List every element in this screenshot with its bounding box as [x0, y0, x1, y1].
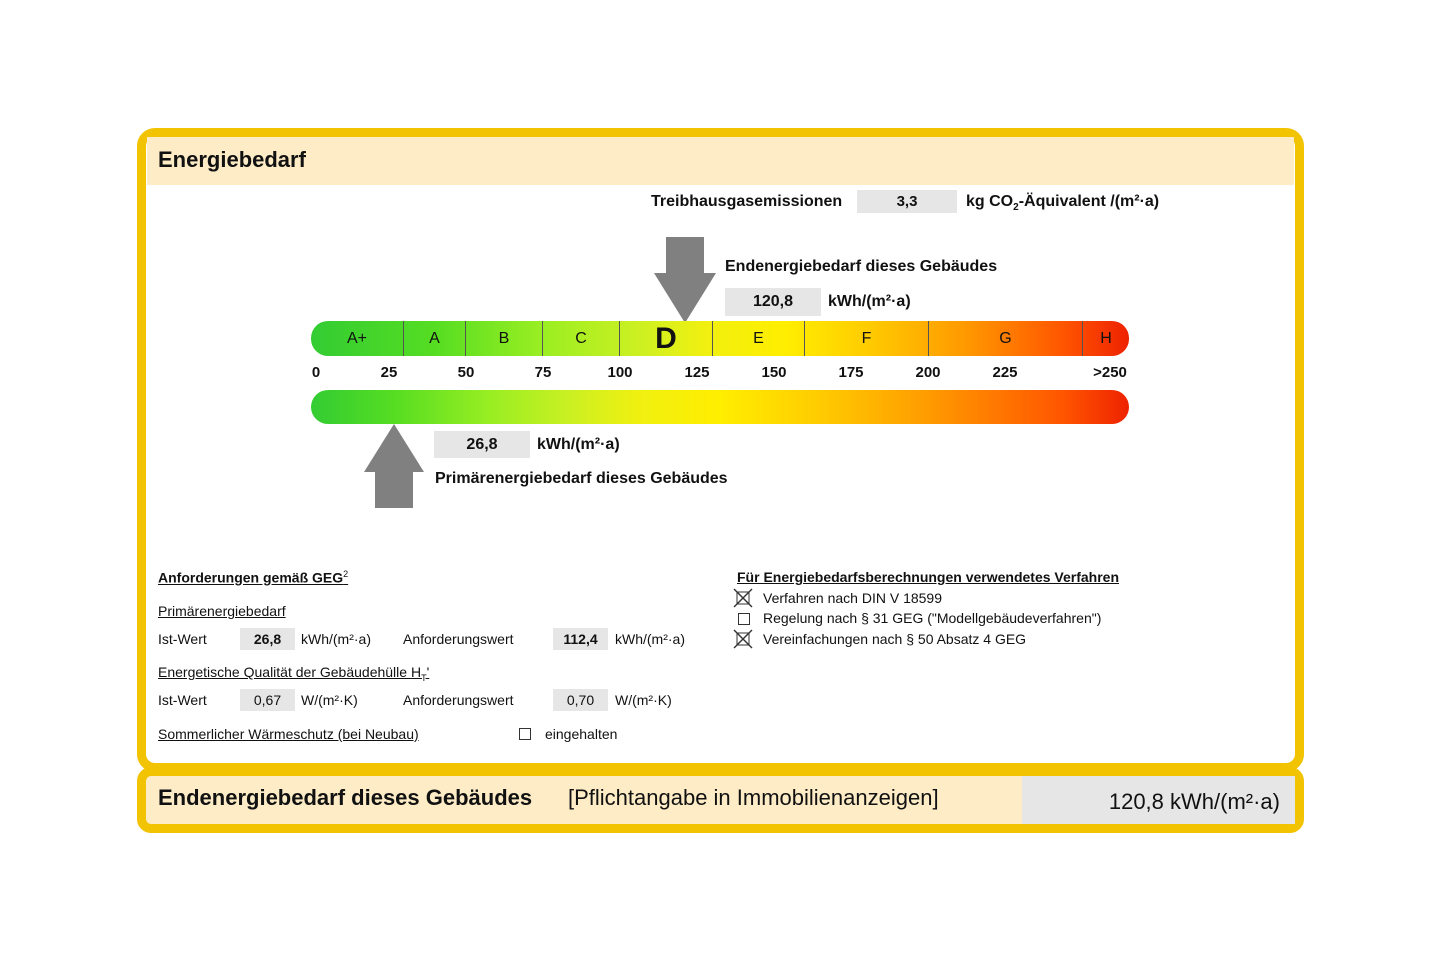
envelope-ist-label: Ist-Wert	[158, 692, 207, 708]
scale-tick: 0	[311, 364, 321, 381]
emissions-unit: kg $CO_2$-Äquivalent /(m²·a)	[966, 193, 1160, 214]
scale-tick: 200	[915, 364, 941, 381]
scale-tick: 25	[380, 364, 398, 381]
class-band: C	[543, 321, 620, 356]
class-band: E	[713, 321, 805, 356]
primary-req-unit: kWh/(m²·a)	[615, 631, 685, 647]
class-band: A+	[311, 321, 404, 356]
primary-req-value: 112,4	[553, 628, 608, 650]
requirements-heading: Anforderungen gemäß GEG$^2$	[158, 569, 349, 586]
procedure-heading: Für Energiebedarfsberechnungen verwendetes Verfahren	[737, 569, 1120, 585]
scale-tick: 50	[457, 364, 475, 381]
class-band: A	[404, 321, 466, 356]
footer-value: 120,8 kWh/(m²·a)	[1108, 789, 1280, 814]
emissions-value: 3,3	[857, 190, 957, 213]
end-energy-value: 120,8	[725, 288, 821, 316]
page-title: Energiebedarf	[158, 147, 306, 172]
class-band: B	[466, 321, 543, 356]
primary-ist-value: 26,8	[240, 628, 295, 650]
emissions-label: Treibhausgasemissionen	[651, 193, 843, 210]
scale-tick: >250	[1093, 364, 1127, 381]
procedure-checkbox[interactable]	[738, 613, 750, 625]
energy-class-scale	[311, 321, 1129, 356]
scale-tick: 75	[534, 364, 552, 381]
primary-energy-label: Primärenergiebedarf dieses Gebäudes	[435, 470, 728, 487]
procedure-checkbox-checked[interactable]	[733, 588, 753, 608]
procedure-option-label: Regelung nach § 31 GEG ("Modellgebäudeverfahren")	[763, 610, 1102, 626]
energy-gradient-bar	[311, 390, 1129, 424]
end-energy-arrow-icon	[654, 237, 716, 323]
envelope-requirement-heading: Energetische Qualität der Gebäudehülle $H_T'$	[158, 664, 430, 683]
scale-tick: 150	[761, 364, 787, 381]
primary-ist-label: Ist-Wert	[158, 631, 207, 647]
end-energy-unit: kWh/(m²·a)	[828, 293, 911, 310]
footer-note: [Pflichtangabe in Immobilienanzeigen]	[568, 785, 939, 810]
scale-tick: 175	[838, 364, 864, 381]
panel-header	[147, 137, 1294, 185]
summer-protection-label: Sommerlicher Wärmeschutz (bei Neubau)	[158, 726, 419, 742]
procedure-checkbox-checked[interactable]	[733, 629, 753, 649]
class-band: G	[929, 321, 1083, 356]
primary-ist-unit: kWh/(m²·a)	[301, 631, 371, 647]
class-band: H	[1100, 329, 1112, 347]
envelope-req-value: 0,70	[553, 689, 608, 711]
scale-tick: 125	[684, 364, 710, 381]
procedure-option-label: Verfahren nach DIN V 18599	[763, 590, 943, 606]
scale-tick: 100	[607, 364, 633, 381]
envelope-req-label: Anforderungswert	[403, 692, 514, 708]
envelope-req-unit: W/(m²·K)	[615, 692, 672, 708]
primary-requirement-heading: Primärenergiebedarf	[158, 603, 286, 619]
primary-energy-arrow-icon	[364, 424, 424, 508]
summer-protection-checkbox[interactable]	[519, 728, 531, 740]
scale-tick: 225	[992, 364, 1018, 381]
envelope-ist-value: 0,67	[240, 689, 295, 711]
class-band-selected: D	[620, 321, 713, 356]
summer-protection-check-label: eingehalten	[545, 726, 618, 742]
primary-energy-unit: kWh/(m²·a)	[537, 436, 620, 453]
end-energy-label: Endenergiebedarf dieses Gebäudes	[725, 258, 998, 275]
class-band: F	[805, 321, 929, 356]
envelope-ist-unit: W/(m²·K)	[301, 692, 358, 708]
primary-req-label: Anforderungswert	[403, 631, 514, 647]
primary-energy-value: 26,8	[434, 431, 530, 458]
footer-label: Endenergiebedarf dieses Gebäudes	[158, 785, 533, 810]
procedure-option-label: Vereinfachungen nach § 50 Absatz 4 GEG	[763, 631, 1027, 647]
